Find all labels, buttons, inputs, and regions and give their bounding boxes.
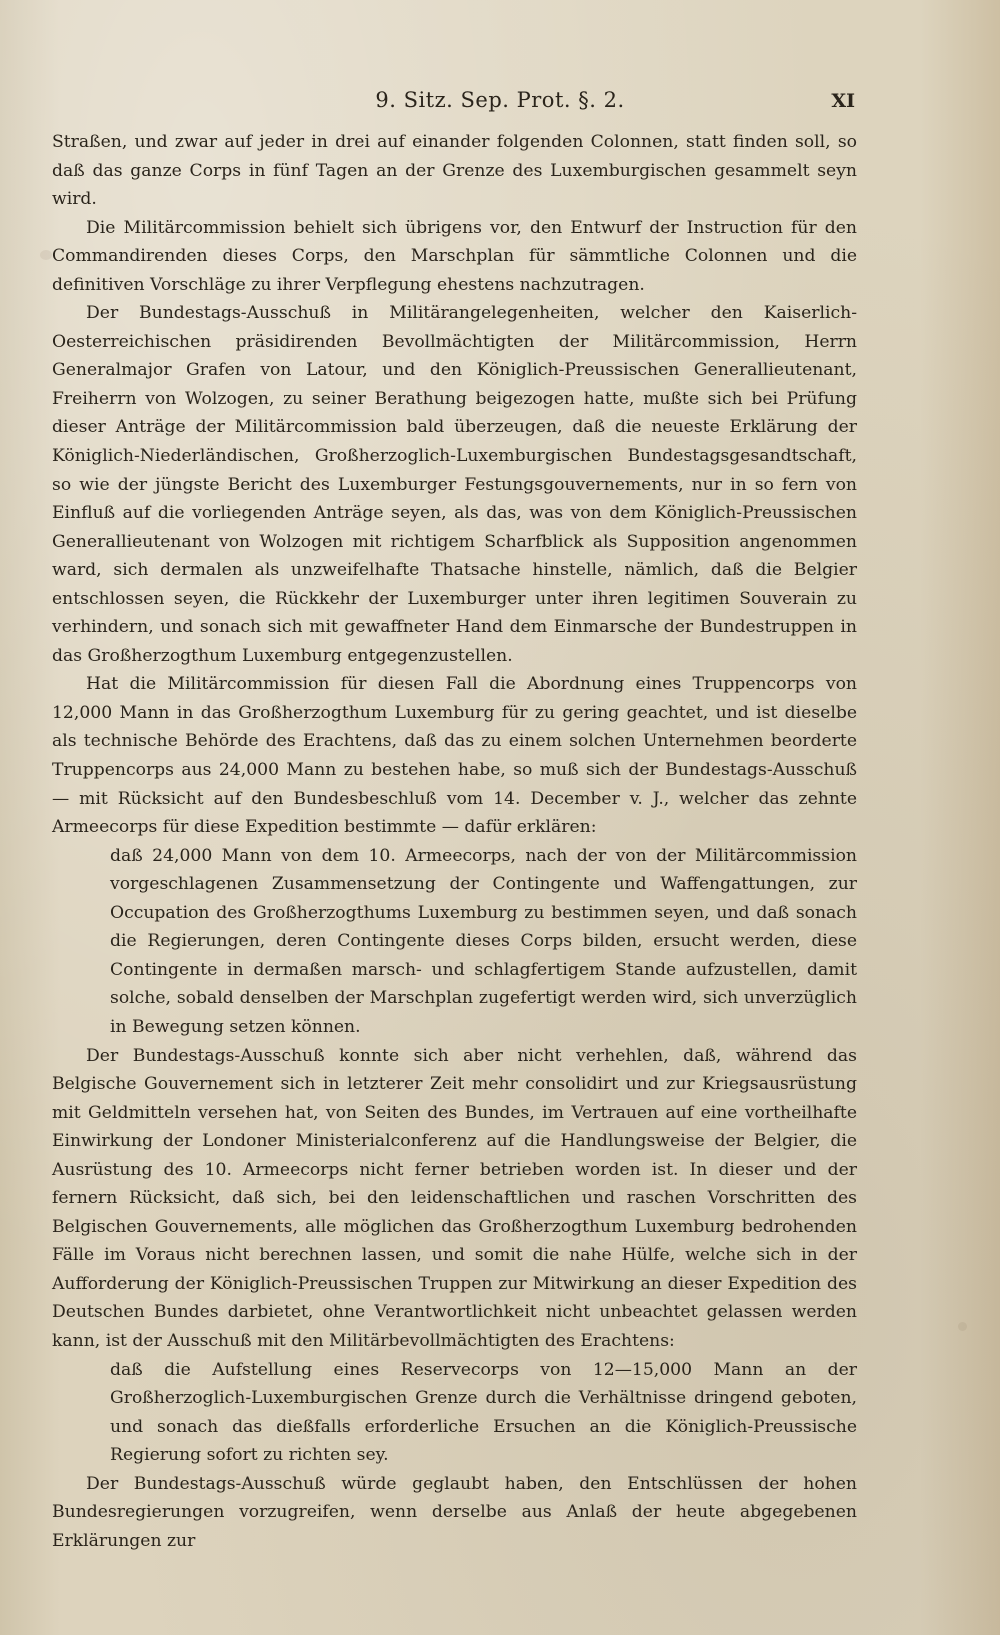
paragraph: Der Bundestags-Ausschuß würde geglaubt haben, den Entschlüssen der hohen Bundesregierungen vorzugreifen, wenn derselbe aus Anlaß der heute abgegebenen Erklärungen zur <box>52 1473 857 1551</box>
paragraph: Der Bundestags-Ausschuß konnte sich aber nicht verhehlen, daß, während das Belgische Gouvernement sich in letzterer Zeit mehr consolidirt und zur Kriegsausrüstung mit Geldmitteln versehen hat, von Seiten des Bundes, im Vertrauen auf eine vortheilhafte Einwirkung der Londoner Ministerialconferenz auf die Handlungsweise der Belgier, die Ausrüstung des 10. Armeecorps nicht ferner betrieben worden ist. In dieser und der fernern Rücksicht, daß sich, bei den leidenschaftlichen und raschen Vorschritten des Belgischen Gouvernements, alle möglichen das Großherzogthum Luxemburg bedrohenden Fälle im Voraus nicht berechnen lassen, und somit die nahe Hülfe, welche sich in der Aufforderung der Königlich-Preussischen Truppen zur Mitwirkung an dieser Expedition des Deutschen Bundes darbietet, ohne Verantwortlichkeit nicht unbeachtet gelassen werden kann, ist der Ausschuß mit den Militärbevollmächtigten des Erachtens: <box>52 1045 857 1351</box>
paragraph: Straßen, und zwar auf jeder in drei auf einander folgenden Colonnen, statt finden soll, so daß das ganze Corps in fünf Tagen an der Grenze des Luxemburgischen gesammelt seyn wird. <box>52 132 857 210</box>
running-title: 9. Sitz. Sep. Prot. §. 2. <box>375 88 625 112</box>
paragraph: Hat die Militärcommission für diesen Fall die Abordnung eines Truppencorps von 12,000 Mann in das Großherzogthum Luxemburg für zu gering geachtet, und ist dieselbe als technische Behörde des Erachtens, daß das zu einem solchen Unternehmen beorderte Truppencorps aus 24,000 Mann zu bestehen habe, so muß sich der Bundestags-Ausschuß — mit Rücksicht auf den Bundesbeschluß vom 14. December v. J., welcher das zehnte Armeecorps für diese Expedition bestimmte — dafür erklären: <box>52 674 857 838</box>
quoted-resolution: daß 24,000 Mann von dem 10. Armeecorps, nach der von der Militärcommission vorgeschlagenen Zusammensetzung der Contingente und Waffengattungen, zur Occupation des Großherzogthums Luxemburg zu bestimmen seyen, und daß sonach die Regierungen, deren Contingente dieses Corps bilden, ersucht werden, diese Contingente in dermaßen marsch- und schlagfertigem Stande aufzustellen, damit solche, sobald denselben der Marschplan zugefertigt werden wird, sich unverzüglich in Bewegung setzen können. <box>110 845 857 1037</box>
paper-stain <box>40 250 52 260</box>
quoted-resolution: daß die Aufstellung eines Reservecorps von 12—15,000 Mann an der Großherzoglich-Luxemburgischen Grenze durch die Verhältnisse dringend geboten, und sonach das dießfalls erforderliche Ersuchen an die Königlich-Preussische Regierung sofort zu richten sey. <box>110 1359 857 1466</box>
paragraph: Die Militärcommission behielt sich übrigens vor, den Entwurf der Instruction für den Commandirenden dieses Corps, den Marschplan für sämmtliche Colonnen und die definitiven Vorschläge zu ihrer Verpflegung ehestens nachzutragen. <box>52 217 857 295</box>
page-number: XI <box>831 90 855 112</box>
body-text <box>52 128 857 1555</box>
paragraph: Der Bundestags-Ausschuß in Militärangelegenheiten, welcher den Kaiserlich-Oesterreichischen präsidirenden Bevollmächtigten der Militärcommission, Herrn Generalmajor Grafen von Latour, und den Königlich-Preussischen Generallieutenant, Freiherrn von Wolzogen, zu seiner Berathung beigezogen hatte, mußte sich bei Prüfung dieser Anträge der Militärcommission bald überzeugen, daß die neueste Erklärung der Königlich-Niederländischen, Großherzoglich-Luxemburgischen Bundestagsgesandtschaft, so wie der jüngste Bericht des Luxemburger Festungsgouvernements, nur in so fern von Einfluß auf die vorliegenden Anträge seyen, als das, was von dem Königlich-Preussischen Generallieutenant von Wolzogen mit richtigem Scharfblick als Supposition angenommen ward, sich dermalen als unzweifelhafte Thatsache hinstelle, nämlich, daß die Belgier entschlossen seyen, die Rückkehr der Luxemburger unter ihren legitimen Souverain zu verhindern, und sonach sich mit gewaffneter Hand dem Einmarsche der Bundestruppen in das Großherzogthum Luxemburg entgegenzustellen. <box>52 303 857 666</box>
paper-stain <box>958 1322 967 1331</box>
page-header <box>0 86 1000 120</box>
